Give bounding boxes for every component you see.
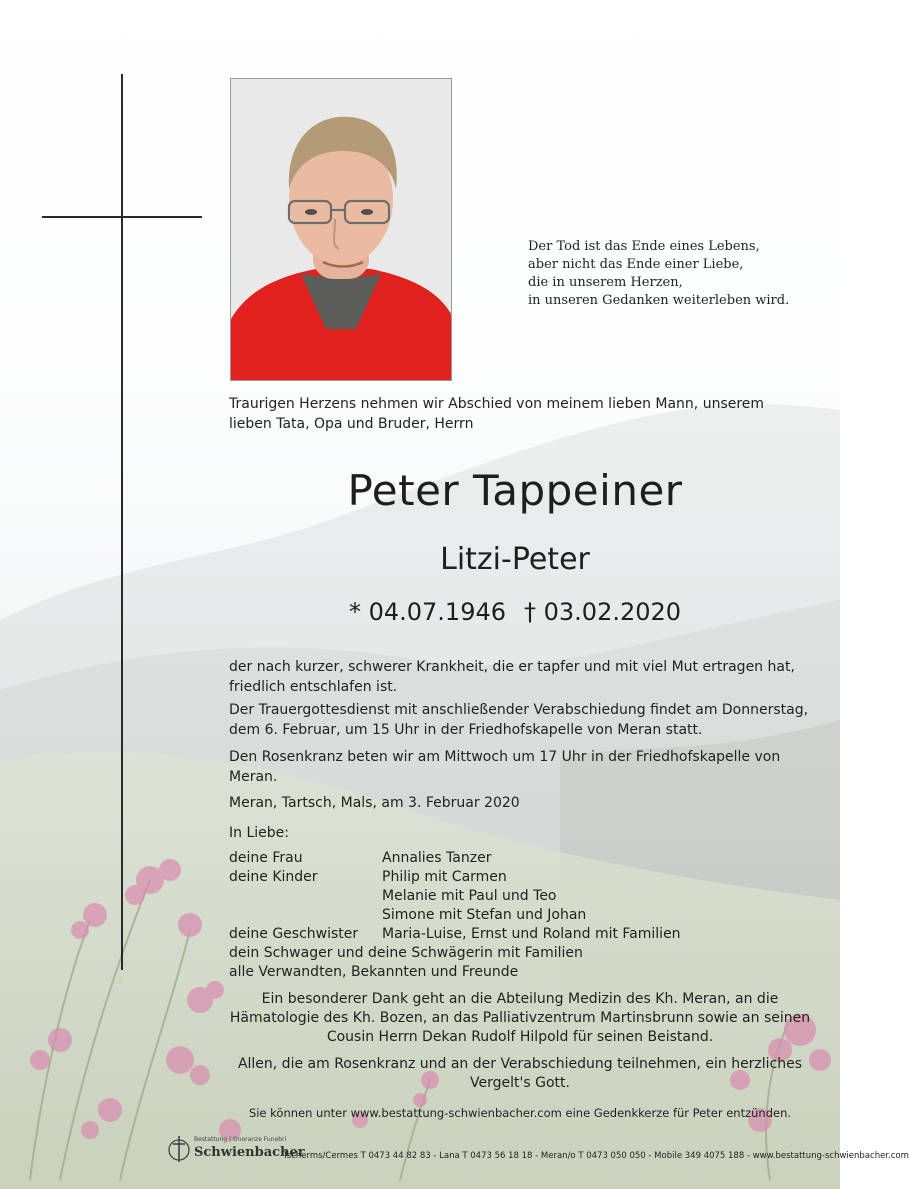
family-in-law: dein Schwager und deine Schwägerin mit Familien [229, 945, 583, 961]
memorial-poem [528, 238, 789, 310]
family-relation: deine Geschwister [229, 926, 359, 942]
deceased-name: Peter Tappeiner [347, 466, 683, 515]
poem-line: die in unserem Herzen, [528, 275, 683, 290]
family-row [229, 868, 583, 887]
rosary-paragraph: Den Rosenkranz beten wir am Mittwoch um 17 Uhr in der Friedhofskapelle von Meran. [229, 749, 781, 785]
death-note-paragraph: der nach kurzer, schwerer Krankheit, die er tapfer und mit viel Mut ertragen hat, friedlich entschlafen ist. [229, 659, 795, 695]
cross-vertical-line [121, 74, 123, 970]
funeral-home-logo [166, 1135, 305, 1165]
cross-horizontal-line [42, 216, 202, 218]
poem-line: Der Tod ist das Ende eines Lebens, [528, 239, 760, 254]
family-names: Annalies Tanzer [382, 850, 492, 866]
family-names: Simone mit Stefan und Johan [382, 907, 587, 923]
family-row [229, 925, 681, 944]
cross-circle-icon [168, 1135, 190, 1163]
family-row [229, 849, 583, 868]
place-date: Meran, Tartsch, Mals, am 3. Februar 2020 [229, 795, 520, 811]
life-dates [200, 598, 830, 626]
family-row [229, 887, 583, 906]
memorial-candle-note: Sie können unter www.bestattung-schwienbacher.com eine Gedenkkerze für Peter entzünden. [248, 1106, 792, 1120]
family-relatives: alle Verwandten, Bekannten und Freunde [229, 964, 519, 980]
logo-subtitle: Bestattung | Onoranze Funebri [194, 1136, 287, 1143]
death-date: † 03.02.2020 [524, 598, 682, 626]
poem-line: in unseren Gedanken weiterleben wird. [528, 293, 790, 308]
family-names: Melanie mit Paul und Teo [382, 888, 557, 904]
in-love-heading: In Liebe: [229, 825, 289, 841]
logo-name: Schwienbacher [194, 1145, 305, 1160]
family-relation: deine Kinder [229, 869, 318, 885]
intro-text: Traurigen Herzens nehmen wir Abschied von meinem lieben Mann, unserem lieben Tata, Opa und Bruder, Herrn [229, 396, 765, 432]
family-row [229, 906, 587, 925]
portrait-photo [230, 78, 452, 381]
funeral-service-paragraph: Der Trauergottesdienst mit anschließender Verabschiedung findet am Donnerstag, dem 6. Februar, um 15 Uhr in der Friedhofskapelle von Meran statt. [229, 702, 809, 738]
family-names: Maria-Luise, Ernst und Roland mit Familien [382, 926, 681, 942]
general-thanks: Allen, die am Rosenkranz und an der Verabschiedung teilnehmen, ein herzliches Vergelt's Gott. [237, 1056, 803, 1091]
poem-line: aber nicht das Ende einer Liebe, [528, 257, 744, 272]
family-names: Philip mit Carmen [382, 869, 507, 885]
portrait-illustration [231, 79, 451, 380]
birth-date: * 04.07.1946 [348, 598, 506, 626]
special-thanks: Ein besonderer Dank geht an die Abteilung Medizin des Kh. Meran, an die Hämatologie des Kh. Bozen, an das Palliativzentrum Martinsbrunn sowie an seinen Cousin Herrn Dekan Rudolf Hilpold für seinen Beistand. [229, 991, 811, 1045]
footer-contact-line: Tscherms/Cermes T 0473 44 82 83 - Lana T 0473 56 18 18 - Meran/o T 0473 050 050 - Mobile 349 4075 188 - www.bestattung-schwienbacher.com [283, 1151, 909, 1161]
deceased-nickname: Litzi-Peter [440, 542, 590, 577]
family-list [229, 849, 681, 982]
family-relation: deine Frau [229, 850, 303, 866]
